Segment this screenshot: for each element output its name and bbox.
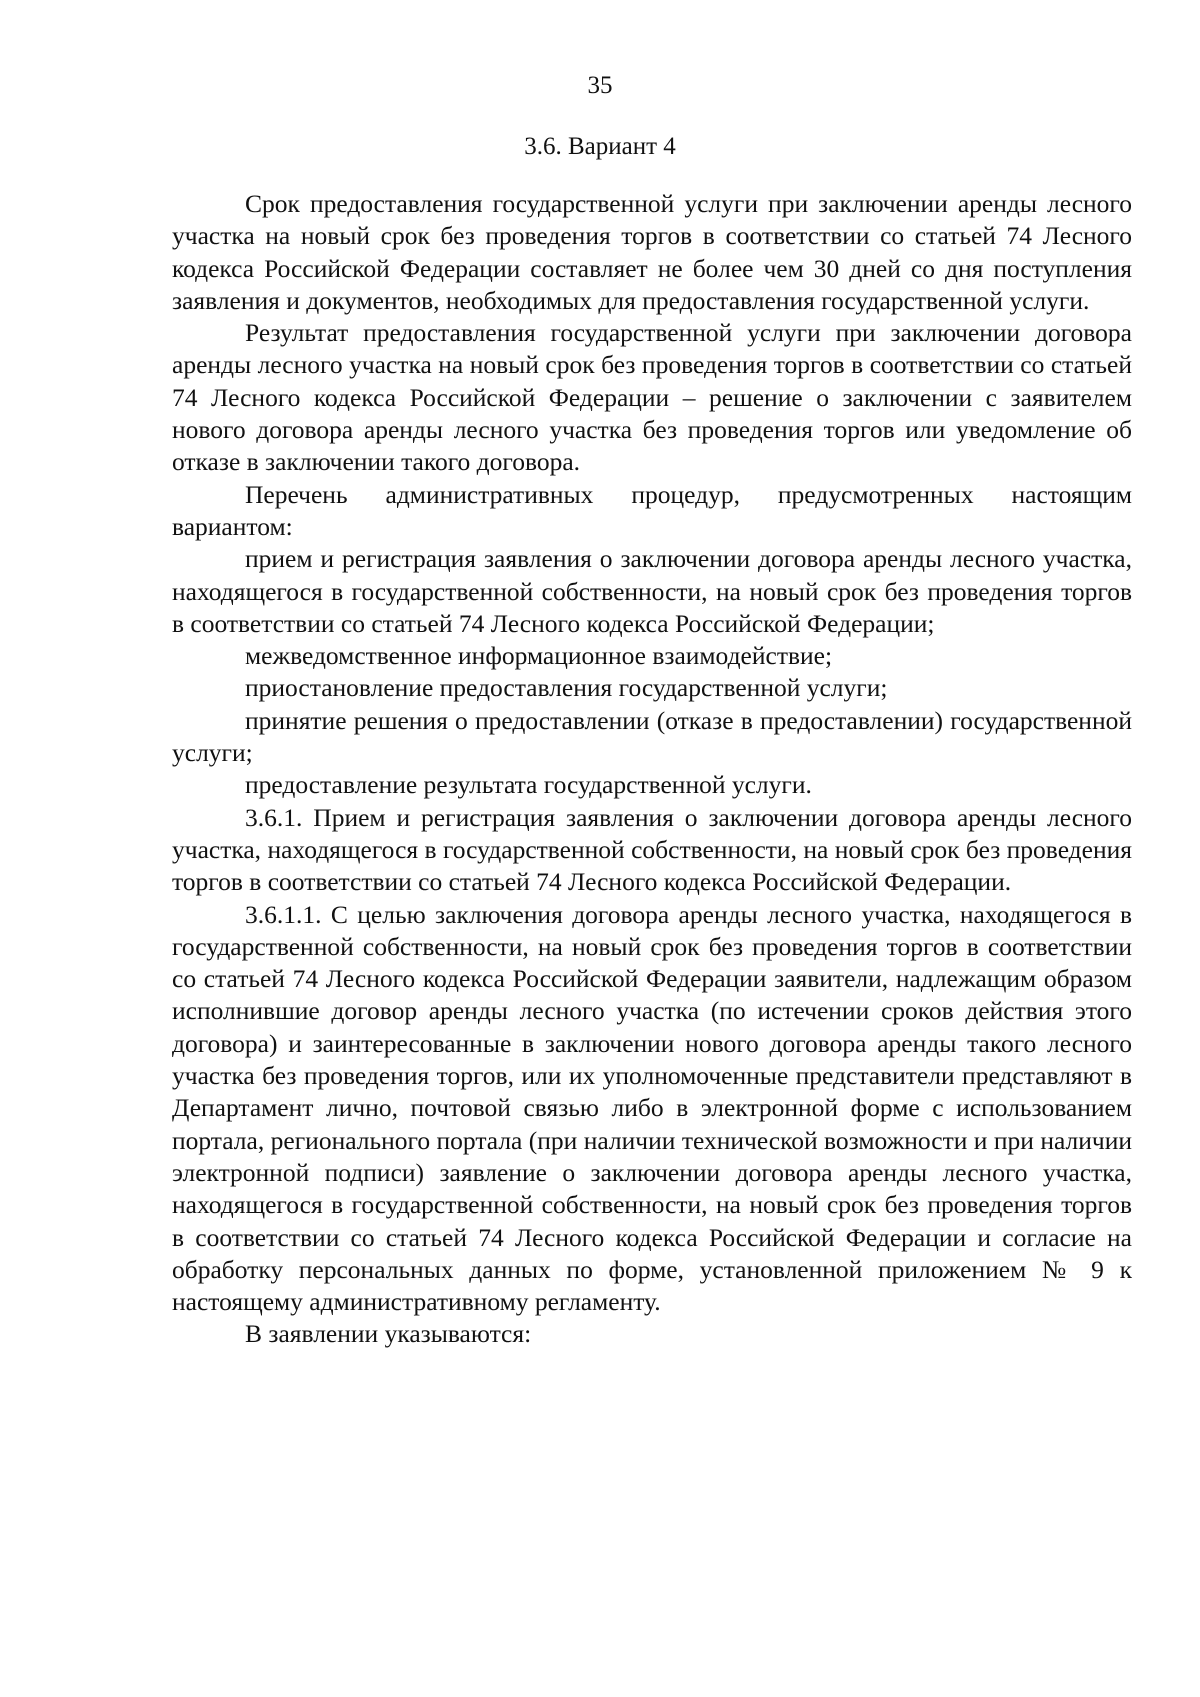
list-item-suspension: приостановление предоставления государственной услуги; — [245, 673, 888, 703]
list-item-decision: принятие решения о предоставлении (отказе в предоставлении) государственной услуги; — [172, 705, 1132, 768]
paragraph-procedures-intro: Перечень административных процедур, предусмотренных настоящим вариантом: — [172, 479, 1132, 541]
section-title: 3.6. Вариант 4 — [524, 133, 676, 160]
paragraph-service-result: Результат предоставления государственной услуги при заключении договора аренды лесного участка на новый срок без проведения торгов в соответствии со статьей 74 Лесного кодекса Российской Федерации – решение о заключении с заявителем нового договора аренды лесного участка без проведения торгов или уведомление об отказе в заключении такого договора. — [172, 318, 1132, 477]
list-item-reception: прием и регистрация заявления о заключении договора аренды лесного участка, находящегося в государственной собственности, на новый срок без проведения торгов в соответствии со статьей 74 Лесного кодекса Российской Федерации; — [172, 544, 1132, 638]
page-number: 35 — [587, 72, 613, 99]
list-item-interagency: межведомственное информационное взаимодействие; — [245, 641, 833, 671]
paragraph-application-contents: В заявлении указываются: — [245, 1319, 532, 1349]
paragraph-3-6-1-1: 3.6.1.1. С целью заключения договора аренды лесного участка, находящегося в государственной собственности, на новый срок без проведения торгов в соответствии со статьей 74 Лесного кодекса Российской Федерации заявители, надлежащим образом исполнившие договор аренды лесного участка (по истечении сроков действия этого договора) и заинтересованные в заключении нового договора аренды такого лесного участка без проведения торгов, или их уполномоченные представители представляют в Департамент лично, почтовой связью либо в электронной форме с использованием портала, регионального портала (при наличии технической возможности и при наличии электронной подписи) заявление о заключении договора аренды лесного участка, находящегося в государственной собственности, на новый срок без проведения торгов в соответствии со статьей 74 Лесного кодекса Российской Федерации и согласие на обработку персональных данных по форме, установленной приложением № 9 к настоящему административному регламенту. — [172, 899, 1132, 1317]
list-item-result: предоставление результата государственной услуги. — [245, 770, 812, 800]
document-body — [172, 188, 1132, 1351]
paragraph-service-term: Срок предоставления государственной услуги при заключении аренды лесного участка на новый срок без проведения торгов в соответствии со статьей 74 Лесного кодекса Российской Федерации составляет не более чем 30 дней со дня поступления заявления и документов, необходимых для предоставления государственной услуги. — [172, 189, 1132, 315]
paragraph-3-6-1: 3.6.1. Прием и регистрация заявления о заключении договора аренды лесного участка, находящегося в государственной собственности, на новый срок без проведения торгов в соответствии со статьей 74 Лесного кодекса Российской Федерации. — [172, 802, 1132, 897]
